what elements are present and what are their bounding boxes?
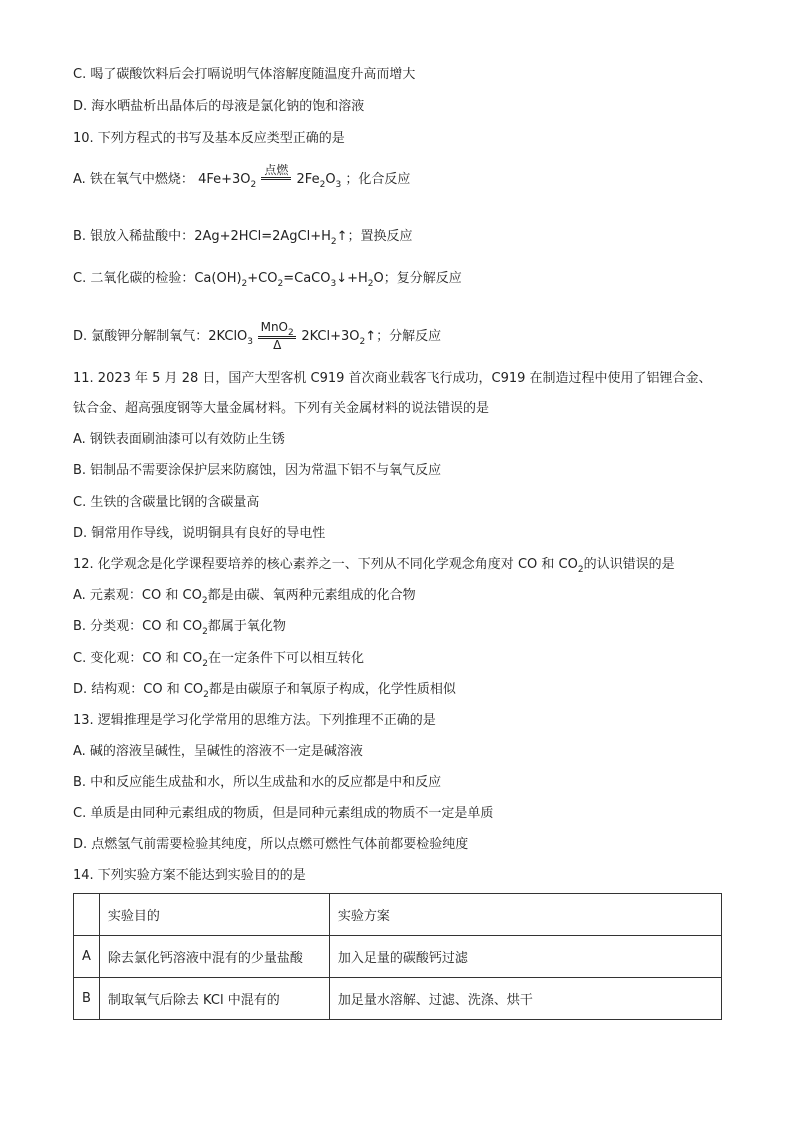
q10-d-left: 2KClO xyxy=(208,329,248,344)
q11-option-c: C. 生铁的含碳量比钢的含碳量高 xyxy=(73,495,260,510)
q9-option-c: C. 喝了碳酸饮料后会打嗝说明气体溶解度随温度升高而增大 xyxy=(73,67,416,82)
condition-top xyxy=(258,321,296,336)
q12-option-a xyxy=(73,587,416,606)
header-cell: 实验目的 xyxy=(99,894,329,936)
q10-c-part: ↓+H xyxy=(336,271,368,286)
q10-a-prefix: A. 铁在氧气中燃烧： xyxy=(73,172,194,187)
table-cell: 除去氯化钙溶液中混有的少量盐酸 xyxy=(99,936,329,978)
reaction-condition xyxy=(258,321,296,352)
q10-b-tail: ↑；置换反应 xyxy=(336,229,413,244)
subscript: 2 xyxy=(359,337,366,347)
q12-c-post: 在一定条件下可以相互转化 xyxy=(207,651,364,666)
header-cell: 实验方案 xyxy=(329,894,721,936)
subscript: 2 xyxy=(277,279,284,289)
q14-stem: 14. 下列实验方案不能达到实验目的的是 xyxy=(73,868,306,883)
q12-option-d xyxy=(73,681,456,700)
catalyst: MnO xyxy=(260,320,288,334)
subscript: 3 xyxy=(335,180,342,190)
q10-d-prefix: D. 氯酸钾分解制氧气： xyxy=(73,329,209,344)
q13-stem: 13. 逻辑推理是学习化学常用的思维方法。下列推理不正确的是 xyxy=(73,713,436,728)
subscript: 2 xyxy=(319,180,326,190)
q10-b-prefix: B. 银放入稀盐酸中： xyxy=(73,229,195,244)
subscript: 2 xyxy=(201,596,208,606)
header-cell xyxy=(74,894,100,936)
equals-bar xyxy=(261,177,291,180)
condition-bottom: Δ xyxy=(273,338,282,352)
q12-b-post: 都属于氧化物 xyxy=(207,619,286,634)
subscript: 2 xyxy=(577,565,584,575)
subscript: 2 xyxy=(250,180,257,190)
q12-c-pre: C. 变化观：CO 和 CO xyxy=(73,651,203,666)
q12-option-c xyxy=(73,650,364,669)
q10-option-b xyxy=(73,228,413,247)
q10-c-part: =CaCO xyxy=(283,271,331,286)
subscript: 2 xyxy=(202,659,208,669)
q10-c-part: O；复分解反应 xyxy=(373,271,462,286)
subscript: 2 xyxy=(288,328,294,338)
condition-top: 点燃 xyxy=(264,162,289,177)
q12-stem-post: 的认识错误的是 xyxy=(583,557,675,572)
q12-d-pre: D. 结构观：CO 和 CO xyxy=(73,682,204,697)
table-cell: 加入足量的碳酸钙过滤 xyxy=(329,936,721,978)
q12-a-pre: A. 元素观：CO 和 CO xyxy=(73,588,202,603)
q9-option-d: D. 海水晒盐析出晶体后的母液是氯化钠的饱和溶液 xyxy=(73,99,365,114)
table-header-row xyxy=(74,894,722,936)
q11-option-a: A. 钢铁表面刷油漆可以有效防止生锈 xyxy=(73,432,285,447)
q12-option-b xyxy=(73,618,286,637)
q12-b-pre: B. 分类观：CO 和 CO xyxy=(73,619,203,634)
q10-a-right: 2Fe xyxy=(296,172,320,187)
q11-option-d: D. 铜常用作导线，说明铜具有良好的导电性 xyxy=(73,526,326,541)
q10-d-suffix: ↑；分解反应 xyxy=(365,329,442,344)
subscript: 2 xyxy=(202,627,208,637)
table-cell: B xyxy=(74,978,100,1020)
subscript: 3 xyxy=(247,337,254,347)
q10-option-d xyxy=(73,321,441,352)
q10-option-a xyxy=(73,162,411,190)
q13-option-d: D. 点燃氢气前需要检验其纯度，所以点燃可燃性气体前都要检验纯度 xyxy=(73,837,469,852)
q10-c-part: +CO xyxy=(247,271,278,286)
table-cell: 制取氧气后除去 KCl 中混有的 xyxy=(99,978,329,1020)
q11-stem-line1: 11. 2023 年 5 月 28 日，国产大型客机 C919 首次商业载客飞行成功，C919 在制造过程中使用了铝锂合金、 xyxy=(73,371,712,386)
q10-b-equation: 2Ag+2HCl=2AgCl+H xyxy=(194,229,331,244)
table-row xyxy=(74,936,722,978)
subscript: 2 xyxy=(203,690,209,700)
q10-option-c xyxy=(73,270,462,289)
q10-a-suffix: ；化合反应 xyxy=(345,172,411,187)
q10-d-right: 2KCl+3O xyxy=(301,329,360,344)
subscript: 2 xyxy=(367,279,374,289)
q10-a-left: 4Fe+3O xyxy=(198,172,251,187)
q12-a-post: 都是由碳、氧两种元素组成的化合物 xyxy=(207,588,416,603)
q10-a-right-mid: O xyxy=(325,172,336,187)
subscript: 2 xyxy=(330,237,337,247)
q13-option-a: A. 碱的溶液呈碱性，呈碱性的溶液不一定是碱溶液 xyxy=(73,744,363,759)
subscript: 3 xyxy=(330,279,337,289)
q11-stem-line2: 钛合金、超高强度钢等大量金属材料。下列有关金属材料的说法错误的是 xyxy=(73,401,490,416)
subscript: 2 xyxy=(241,279,248,289)
q13-option-c: C. 单质是由同种元素组成的物质，但是同种元素组成的物质不一定是单质 xyxy=(73,806,494,821)
experiment-table xyxy=(73,893,722,1020)
table-cell: A xyxy=(74,936,100,978)
q12-d-post: 都是由碳原子和氧原子构成，化学性质相似 xyxy=(208,682,456,697)
q12-stem xyxy=(73,556,675,575)
table-cell: 加足量水溶解、过滤、洗涤、烘干 xyxy=(329,978,721,1020)
q11-option-b: B. 铝制品不需要涂保护层来防腐蚀，因为常温下铝不与氧气反应 xyxy=(73,463,442,478)
q10-c-prefix: C. 二氧化碳的检验： xyxy=(73,271,195,286)
table-row xyxy=(74,978,722,1020)
reaction-condition xyxy=(261,164,291,180)
q10-stem: 10. 下列方程式的书写及基本反应类型正确的是 xyxy=(73,131,345,146)
q12-stem-pre: 12. 化学观念是化学课程要培养的核心素养之一、下列从不同化学观念角度对 CO 和 CO xyxy=(73,557,578,572)
q10-c-part: Ca(OH) xyxy=(194,271,242,286)
q13-option-b: B. 中和反应能生成盐和水，所以生成盐和水的反应都是中和反应 xyxy=(73,775,442,790)
